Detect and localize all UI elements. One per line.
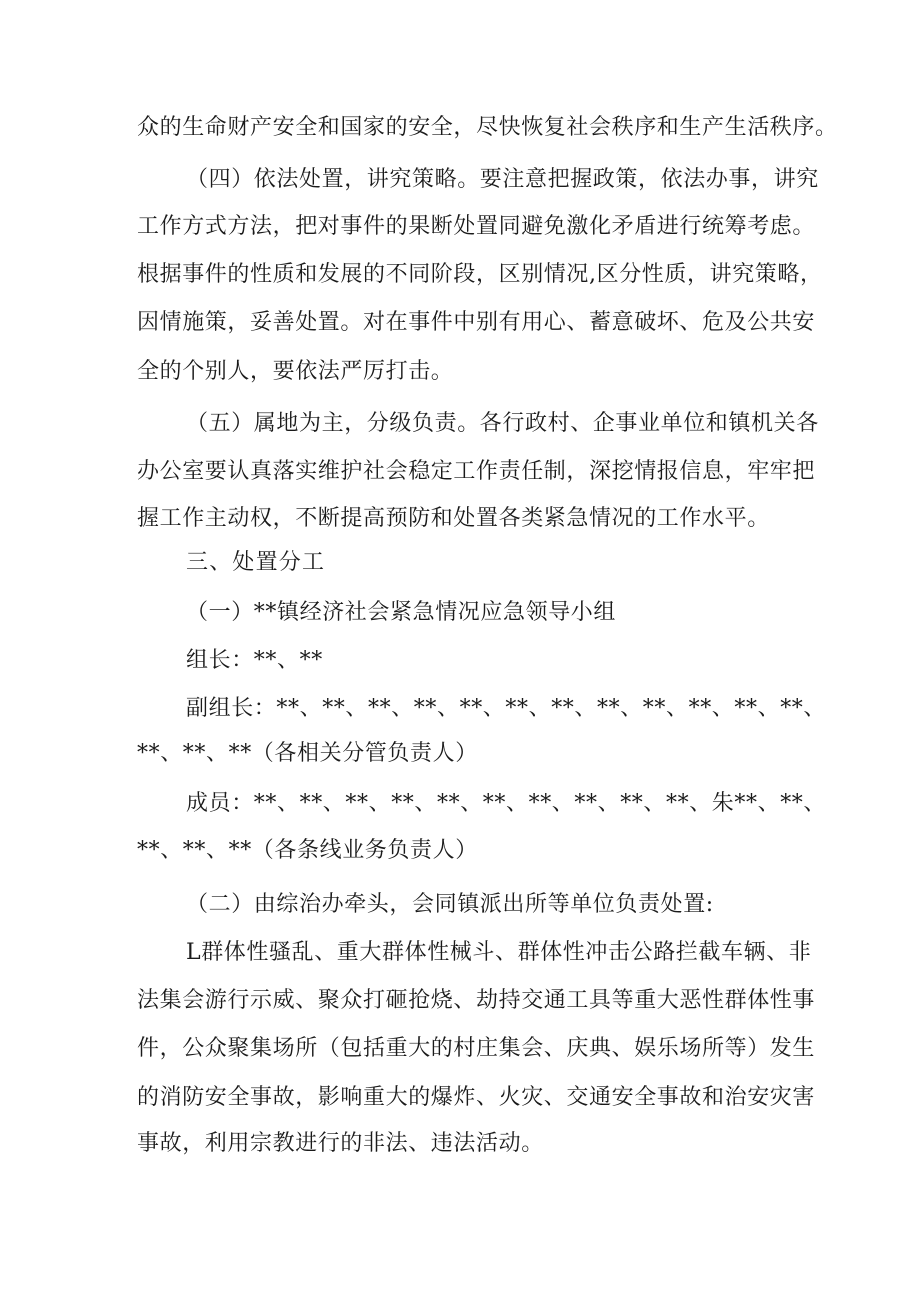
paragraph-line: （五）属地为主，分级负责。各行政村、企事业单位和镇机关各 [186, 411, 819, 436]
paragraph-line: 众的生命财产安全和国家的安全，尽快恢复社会秩序和生产生活秩序。 [137, 115, 838, 140]
paragraph-line: 根据事件的性质和发展的不同阶段，区别情况,区分性质，讲究策略， [137, 262, 823, 287]
paragraph-line: 全的个别人，要依法严厉打击。 [137, 359, 454, 384]
paragraph-line: 副组长：**、**、**、**、**、**、**、**、**、**、**、**、 [186, 696, 827, 721]
paragraph-line: 握工作主动权，不断提高预防和处置各类紧急情况的工作水平。 [137, 506, 770, 531]
section-heading: 三、处置分工 [186, 550, 326, 575]
paragraph-line: （四）依法处置，讲究策略。要注意把握政策，依法办事，讲究 [186, 167, 819, 192]
paragraph-line: 办公室要认真落实维护社会稳定工作责任制，深挖情报信息，牢牢把 [137, 459, 816, 484]
paragraph-line: 组长：**、** [186, 648, 323, 673]
subsection-heading: （二）由综治办牵头，会同镇派出所等单位负责处置: [186, 892, 714, 917]
paragraph-line: **、**、**（各条线业务负责人） [137, 838, 478, 863]
subsection-heading: （一）**镇经济社会紧急情况应急领导小组 [186, 600, 617, 625]
paragraph-line: 成员：**、**、**、**、**、**、**、**、**、**、朱**、**、 [186, 791, 827, 816]
paragraph-line: 因情施策，妥善处置。对在事件中别有用心、蓄意破坏、危及公共安 [137, 310, 816, 335]
paragraph-line: 事故，利用宗教进行的非法、违法活动。 [137, 1131, 544, 1156]
paragraph-line: 的消防安全事故，影响重大的爆炸、火灾、交通安全事故和治安灾害 [137, 1085, 816, 1110]
paragraph-line: **、**、**（各相关分管负责人） [137, 741, 478, 766]
paragraph-line: 法集会游行示威、聚众打砸抢烧、劫持交通工具等重大恶性群体性事 [137, 988, 816, 1013]
paragraph-line: 件，公众聚集场所（包括重大的村庄集会、庆典、娱乐场所等）发生 [137, 1036, 816, 1061]
paragraph-line: L群体性骚乱、重大群体性械斗、群体性冲击公路拦截车辆、非 [186, 940, 812, 965]
paragraph-line: 工作方式方法，把对事件的果断处置同避免激化矛盾进行统筹考虑。 [137, 214, 816, 239]
